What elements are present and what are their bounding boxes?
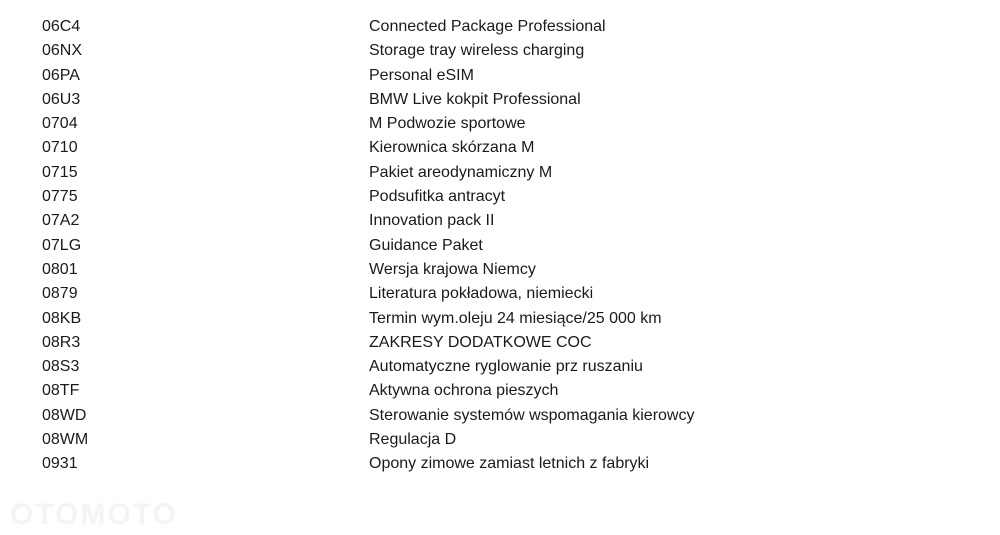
option-code: 0715 [42, 163, 78, 181]
option-code: 0704 [42, 115, 78, 133]
option-description: Personal eSIM [369, 66, 474, 84]
option-description: Opony zimowe zamiast letnich z fabryki [369, 455, 650, 473]
option-description: Automatyczne ryglowanie prz ruszaniu [369, 358, 643, 376]
option-code: 08TF [42, 382, 80, 400]
option-description: ZAKRESY DODATKOWE COC [369, 333, 592, 351]
table-row [0, 452, 1000, 476]
option-code: 06U3 [42, 90, 81, 108]
table-row [0, 379, 1000, 403]
option-description: M Podwozie sportowe [369, 115, 526, 133]
option-code: 08WM [42, 431, 89, 449]
option-description: Wersja krajowa Niemcy [369, 260, 536, 278]
option-description: Connected Package Professional [369, 18, 606, 35]
table-row [0, 112, 1000, 136]
option-description: Guidance Paket [369, 236, 483, 254]
table-row [0, 404, 1000, 428]
option-description: Podsufitka antracyt [369, 188, 506, 206]
option-description: Storage tray wireless charging [369, 42, 585, 60]
table-row [0, 209, 1000, 233]
option-description: BMW Live kokpit Professional [369, 90, 581, 108]
table-row [0, 282, 1000, 306]
option-code: 07A2 [42, 212, 80, 230]
option-description: Termin wym.oleju 24 miesiące/25 000 km [369, 309, 662, 327]
option-code: 07LG [42, 236, 82, 254]
option-description: Pakiet areodynamiczny M [369, 163, 553, 181]
table-row [0, 331, 1000, 355]
table-row [0, 88, 1000, 112]
table-row [0, 355, 1000, 379]
option-description: Kierownica skórzana M [369, 139, 535, 157]
equipment-table [0, 15, 1000, 477]
table-row [0, 234, 1000, 258]
option-description: Sterowanie systemów wspomagania kierowcy [369, 406, 695, 424]
option-code: 0801 [42, 260, 78, 278]
option-code: 0931 [42, 455, 78, 473]
option-code: 0710 [42, 139, 78, 157]
table-row [0, 185, 1000, 209]
option-description: Innovation pack II [369, 212, 495, 230]
option-code: 0775 [42, 188, 78, 206]
option-code: 08R3 [42, 333, 81, 351]
option-code: 06NX [42, 42, 83, 60]
table-row [0, 428, 1000, 452]
table-row [0, 15, 1000, 39]
option-code: 08WD [42, 406, 87, 424]
option-code: 0879 [42, 285, 78, 303]
watermark-logo: OTOMOTO [10, 498, 178, 531]
option-code: 06C4 [42, 18, 81, 35]
option-description: Aktywna ochrona pieszych [369, 382, 559, 400]
table-row [0, 161, 1000, 185]
table-row [0, 258, 1000, 282]
option-code: 06PA [42, 66, 80, 84]
table-row [0, 307, 1000, 331]
option-code: 08KB [42, 309, 82, 327]
table-row [0, 39, 1000, 63]
option-code: 08S3 [42, 358, 80, 376]
option-description: Regulacja D [369, 431, 457, 449]
table-row [0, 64, 1000, 88]
option-description: Literatura pokładowa, niemiecki [369, 285, 594, 303]
table-row [0, 136, 1000, 160]
